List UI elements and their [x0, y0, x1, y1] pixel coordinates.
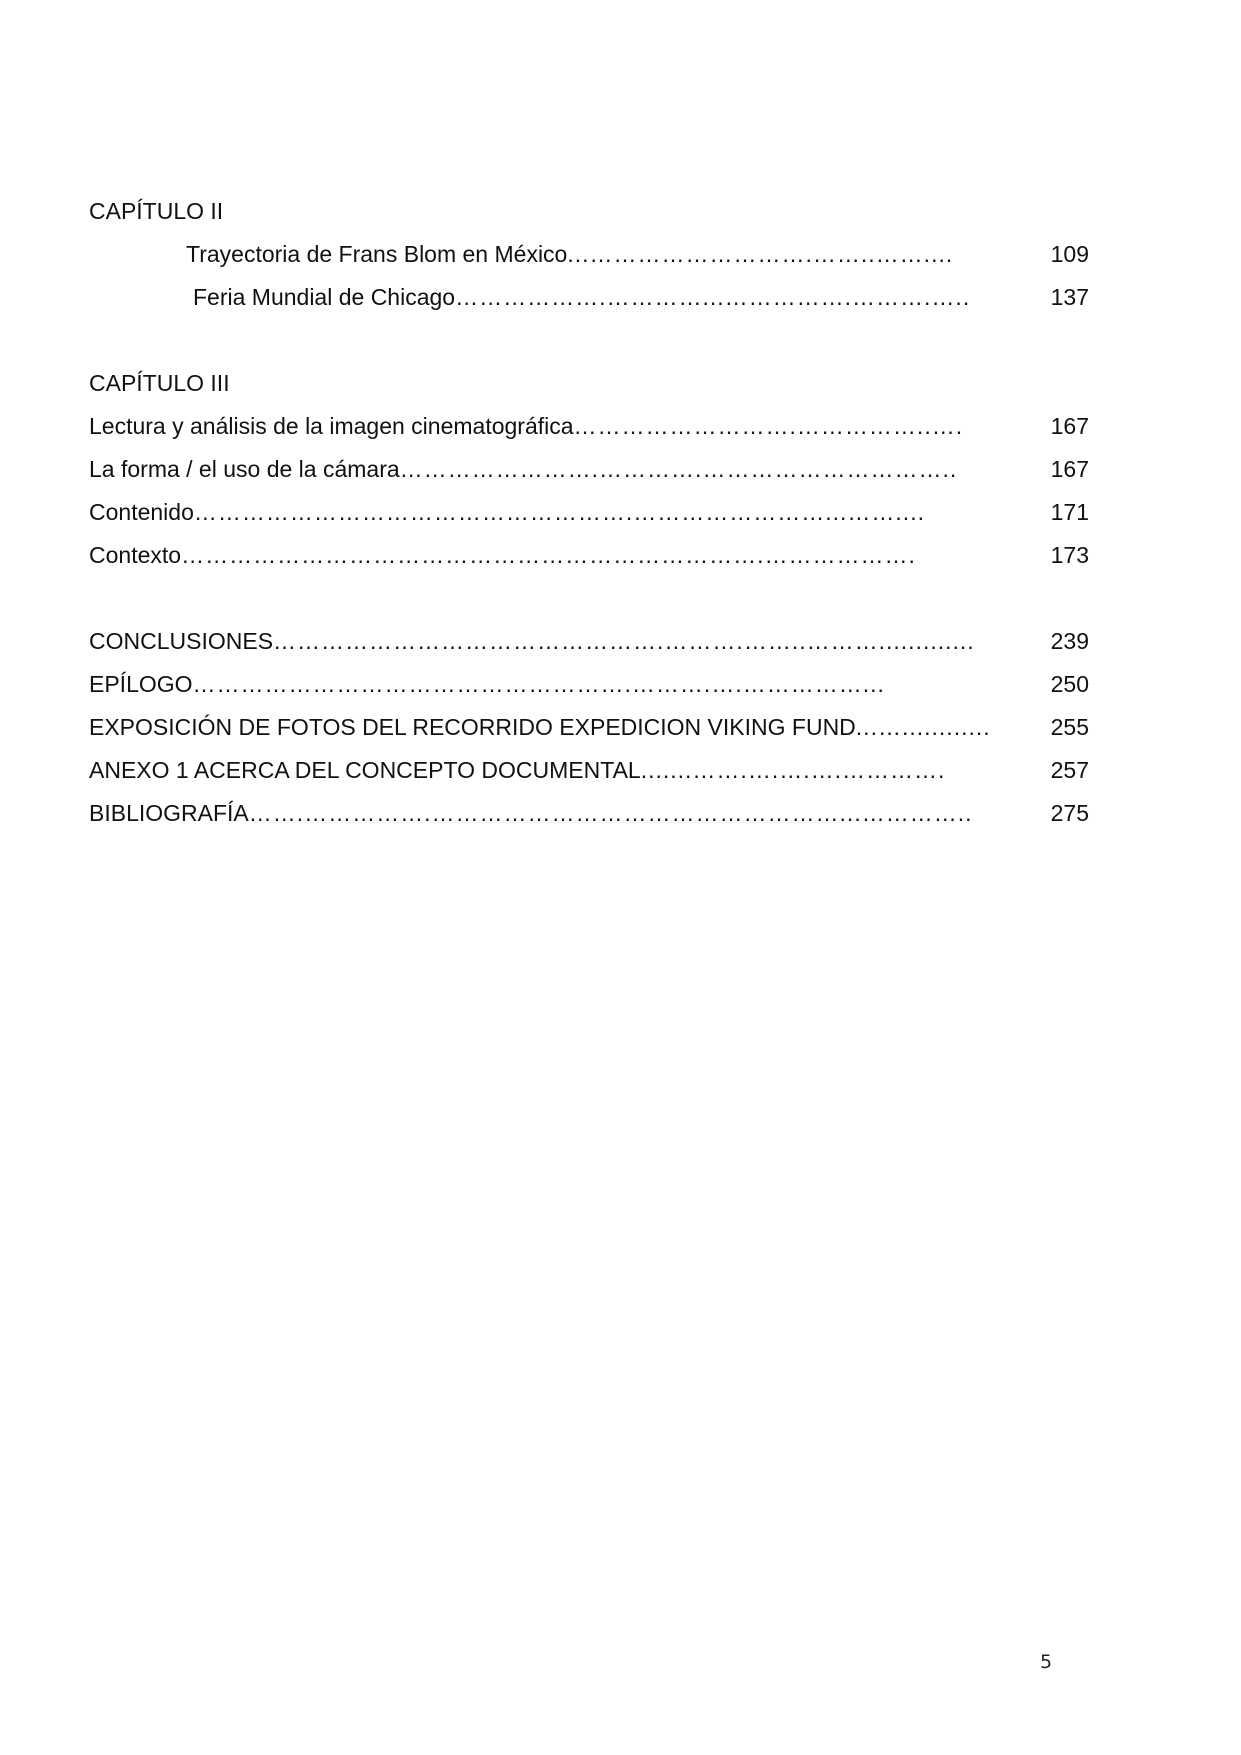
toc-entry-title: La forma / el uso de la cámara	[89, 456, 400, 482]
toc-entry-page: 137	[1050, 284, 1089, 310]
toc-entry-title: BIBLIOGRAFÍA	[89, 800, 249, 826]
toc-entry-leader: ...……………………….……..……....	[567, 241, 954, 267]
toc-entry-page: 255	[1050, 714, 1089, 740]
toc-entry	[89, 405, 1089, 448]
section-spacer	[89, 319, 1089, 362]
chapter-heading: CAPÍTULO II	[89, 198, 224, 224]
toc-entry-page: 109	[1050, 241, 1089, 267]
toc-entry	[89, 233, 1089, 276]
section-spacer	[89, 577, 1089, 620]
table-of-contents	[89, 190, 1089, 835]
toc-entry-title: Contexto	[89, 542, 182, 568]
toc-entry-title: Feria Mundial de Chicago	[193, 284, 456, 310]
toc-entry-leader: …….…………….……………………………………………...…………..	[248, 800, 973, 826]
chapter-heading: CAPÍTULO III	[89, 370, 230, 396]
toc-entry-title: EPÍLOGO	[89, 671, 193, 697]
page-number: 5	[1040, 1651, 1053, 1673]
toc-entry-page: 171	[1050, 499, 1089, 525]
toc-entry	[89, 663, 1089, 706]
toc-entry-leader: ...…............	[855, 714, 991, 740]
toc-entry-leader: .......…….….….….………….	[640, 757, 946, 783]
toc-entry-leader: ……………………….……………..….	[573, 413, 964, 439]
toc-entry-title: Lectura y análisis de la imagen cinematográfica	[89, 413, 574, 439]
toc-entry	[89, 534, 1089, 577]
toc-entry-title: ANEXO 1 ACERCA DEL CONCEPTO DOCUMENTAL	[89, 757, 641, 783]
toc-entry-leader: ………………………………………….……….……..……….............	[273, 628, 975, 654]
toc-entry-page: 250	[1050, 671, 1089, 697]
toc-entry-leader: ……………………………………………………………….……………….	[181, 542, 916, 568]
toc-entry	[89, 276, 1089, 319]
toc-entry	[89, 491, 1089, 534]
toc-entry-leader: ……………………………………………….……….….……………...	[192, 671, 885, 697]
toc-entry-leader: ……………………………………………….……………………...……....	[193, 499, 925, 525]
toc-entry-title: Trayectoria de Frans Blom en México	[186, 241, 568, 267]
toc-entry-page: 167	[1050, 413, 1089, 439]
toc-entry	[89, 792, 1089, 835]
toc-entry-title: CONCLUSIONES	[89, 628, 274, 654]
toc-entry-page: 275	[1050, 800, 1089, 826]
toc-entry	[89, 749, 1089, 792]
toc-entry-title: EXPOSICIÓN DE FOTOS DEL RECORRIDO EXPEDICION VIKING FUND	[89, 714, 856, 740]
toc-entry	[89, 620, 1089, 663]
toc-entry-page: 257	[1050, 757, 1089, 783]
toc-entry-page: 167	[1050, 456, 1089, 482]
toc-entry-page: 239	[1050, 628, 1089, 654]
toc-entry-page: 173	[1050, 542, 1089, 568]
toc-entry	[89, 706, 1089, 749]
toc-entry	[89, 448, 1089, 491]
toc-entry-title: Contenido	[89, 499, 194, 525]
toc-entry-leader: …………………….………….…………………………..	[399, 456, 958, 482]
toc-entry-leader: ……………….…………...…………….……….…..	[455, 284, 971, 310]
